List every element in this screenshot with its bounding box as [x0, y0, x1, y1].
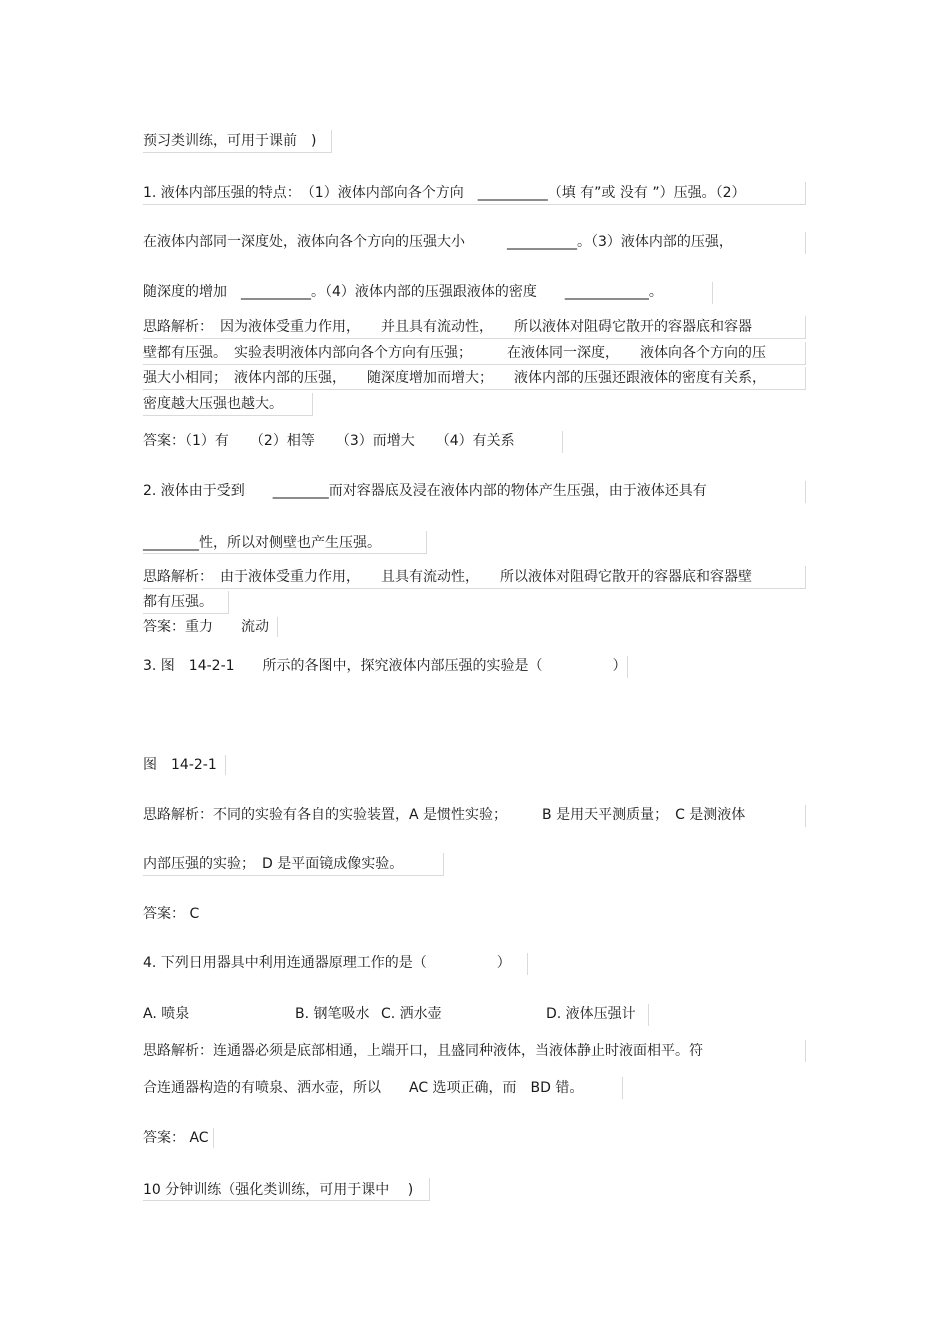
section2-heading: 10 分钟训练（强化类训练，可用于课中 ) — [143, 1182, 414, 1198]
q3-line1-tick — [627, 656, 628, 678]
q1-analysis-3: 强大小相同； 液体内部的压强， 随深度增加而增大； 液体内部的压强还跟液体的密度有关系， — [143, 370, 766, 386]
q3-figure-label: 图 14-2-1 — [143, 757, 217, 773]
q4-analysis-1: 思路解析：连通器必须是底部相通，上端开口，且盛同种液体，当液体静止时液面相平。符 — [143, 1043, 703, 1059]
q2-analysis-1: 思路解析： 由于液体受重力作用， 且具有流动性， 所以液体对阻碍它散开的容器底和容器壁 — [143, 569, 752, 585]
q1-line2-tick — [805, 232, 806, 254]
q1-line3-tick — [712, 282, 713, 304]
q4-option-b: B. 钢笔吸水 — [295, 1006, 370, 1022]
q1-answer-tick — [562, 431, 563, 453]
intro-text: 预习类训练，可用于课前 ) — [143, 133, 317, 149]
q1-answer: 答案：（1）有 （2）相等 （3）而增大 （4）有关系 — [143, 433, 515, 449]
q2-analysis-2: 都有压强。 — [143, 594, 213, 610]
q3-analysis-2: 内部压强的实验； D 是平面镜成像实验。 — [143, 856, 404, 872]
q2-line1: 2. 液体由于受到 ________而对容器底及浸在液体内部的物体产生压强，由于液体还具有 — [143, 483, 707, 499]
q4-options-tick — [648, 1004, 649, 1026]
q1-line3: 随深度的增加 __________。（4）液体内部的压强跟液体的密度 ____________。 — [143, 284, 663, 300]
q1-line1: 1. 液体内部压强的特点： （1）液体内部向各个方向 __________（填 有”或 没有 ”）压强。（2） — [143, 185, 746, 201]
q4-analysis-2: 合连通器构造的有喷泉、洒水壶，所以 AC 选项正确，而 BD 错。 — [143, 1080, 584, 1096]
q4-option-a: A. 喷泉 — [143, 1006, 190, 1022]
q4-option-d: D. 液体压强计 — [546, 1006, 636, 1022]
q2-line2: ________性，所以对侧壁也产生压强。 — [143, 535, 381, 551]
q4-option-c: C. 洒水壶 — [381, 1006, 442, 1022]
q3-line1: 3. 图 14-2-1 所示的各图中，探究液体内部压强的实验是（ ） — [143, 658, 627, 674]
q1-analysis-1: 思路解析： 因为液体受重力作用， 并且具有流动性， 所以液体对阻碍它散开的容器底和容器 — [143, 319, 752, 335]
q3-answer: 答案： C — [143, 906, 200, 922]
q1-analysis-2: 壁都有压强。 实验表明液体内部向各个方向有压强； 在液体同一深度， 液体向各个方向的压 — [143, 345, 766, 361]
q4-answer-tick — [213, 1128, 214, 1148]
q3-analysis-1: 思路解析：不同的实验有各自的实验装置，A 是惯性实验； B 是用天平测质量； C 是测液体 — [143, 807, 746, 823]
q1-line2: 在液体内部同一深度处，液体向各个方向的压强大小 __________。（3）液体内部的压强， — [143, 234, 733, 250]
q3-analysis-tick-1 — [805, 805, 806, 827]
q4-line1-tick — [527, 953, 528, 975]
q3-figure-tick — [225, 755, 226, 775]
q1-analysis-4: 密度越大压强也越大。 — [143, 396, 283, 412]
q4-analysis-tick-1 — [805, 1040, 806, 1062]
q4-line1: 4. 下列日用器具中利用连通器原理工作的是（ ） — [143, 955, 511, 971]
q2-answer: 答案：重力 流动 — [143, 619, 269, 635]
q4-answer: 答案： AC — [143, 1130, 209, 1146]
q4-analysis-tick-2 — [622, 1077, 623, 1099]
q2-line1-tick — [805, 481, 806, 503]
q2-answer-tick — [277, 617, 278, 637]
